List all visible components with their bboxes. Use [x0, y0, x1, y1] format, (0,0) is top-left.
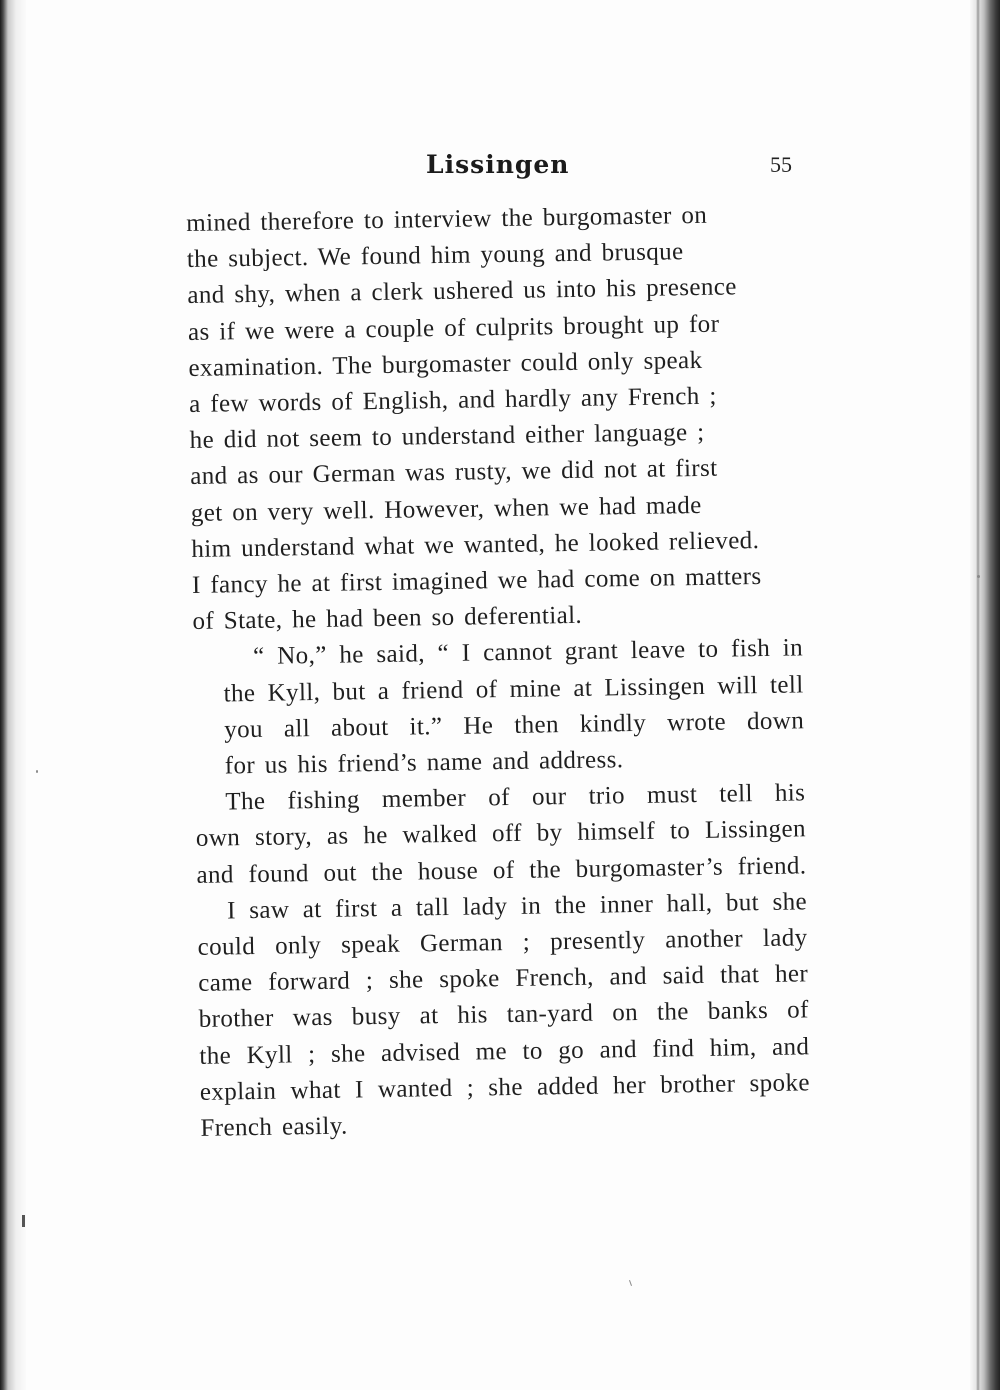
text-line: and found out the house of the burgomaster’s friend. [196, 851, 807, 889]
text-line: examination. The burgomaster could only speak [188, 346, 703, 382]
paragraph [193, 631, 805, 785]
text-line: came forward ; she spoke French, and said that her [198, 960, 809, 998]
text-line: “ No,” he said, “ I cannot grant leave to fish in [252, 634, 804, 671]
text-line: as if we were a couple of culprits brought up for [187, 310, 720, 346]
text-line: could only speak German ; presently another lady [197, 924, 808, 961]
text-line: you all about it.” He then kindly wrote down [224, 707, 805, 744]
text-line: mined therefore to interview the burgomaster on [186, 201, 708, 237]
text-line: the Kyll ; she advised me to go and find him, and [199, 1032, 810, 1070]
text-line: The fishing member of our trio must tell his [225, 779, 806, 816]
scan-speck [629, 1280, 632, 1286]
running-title: Lissingen [426, 150, 570, 179]
page-header [186, 150, 792, 190]
text-line: for us his friend’s name and address. [224, 746, 624, 780]
paragraph [195, 776, 807, 894]
text-line: he did not seem to understand either language ; [189, 419, 705, 455]
scan-speck [36, 770, 38, 773]
text-line: and as our German was rusty, we did not at first [190, 455, 718, 491]
text-line: him understand what we wanted, he looked relieved. [191, 526, 760, 563]
text-line: the Kyll, but a friend of mine at Lissingen will tell [223, 671, 804, 708]
scan-speck [977, 575, 980, 578]
text-line: a few words of English, and hardly any French ; [188, 382, 717, 418]
page-number: 55 [770, 152, 792, 177]
scan-speck [22, 1215, 25, 1227]
paragraph [186, 196, 803, 640]
text-line: and shy, when a clerk ushered us into his presence [187, 273, 737, 310]
text-line: get on very well. However, when we had made [190, 491, 702, 527]
text-line: own story, as he walked off by himself to Lissingen [195, 815, 807, 853]
text-line: of State, he had been so deferential. [192, 602, 583, 636]
text-line: French easily. [200, 1112, 348, 1142]
text-line: the subject. We found him young and brusque [186, 238, 684, 274]
text-line: I saw at first a tall lady in the inner hall, but she [226, 888, 808, 925]
paragraph [197, 884, 811, 1147]
text-line: explain what I wanted ; she added her brother spoke [199, 1069, 811, 1106]
text-line: brother was busy at his tan-yard on the banks of [198, 996, 809, 1034]
page-edge [970, 0, 1000, 1390]
text-line: I fancy he at first imagined we had come on matters [191, 563, 762, 599]
binding-gutter [0, 0, 26, 1390]
body-text [186, 196, 811, 1147]
